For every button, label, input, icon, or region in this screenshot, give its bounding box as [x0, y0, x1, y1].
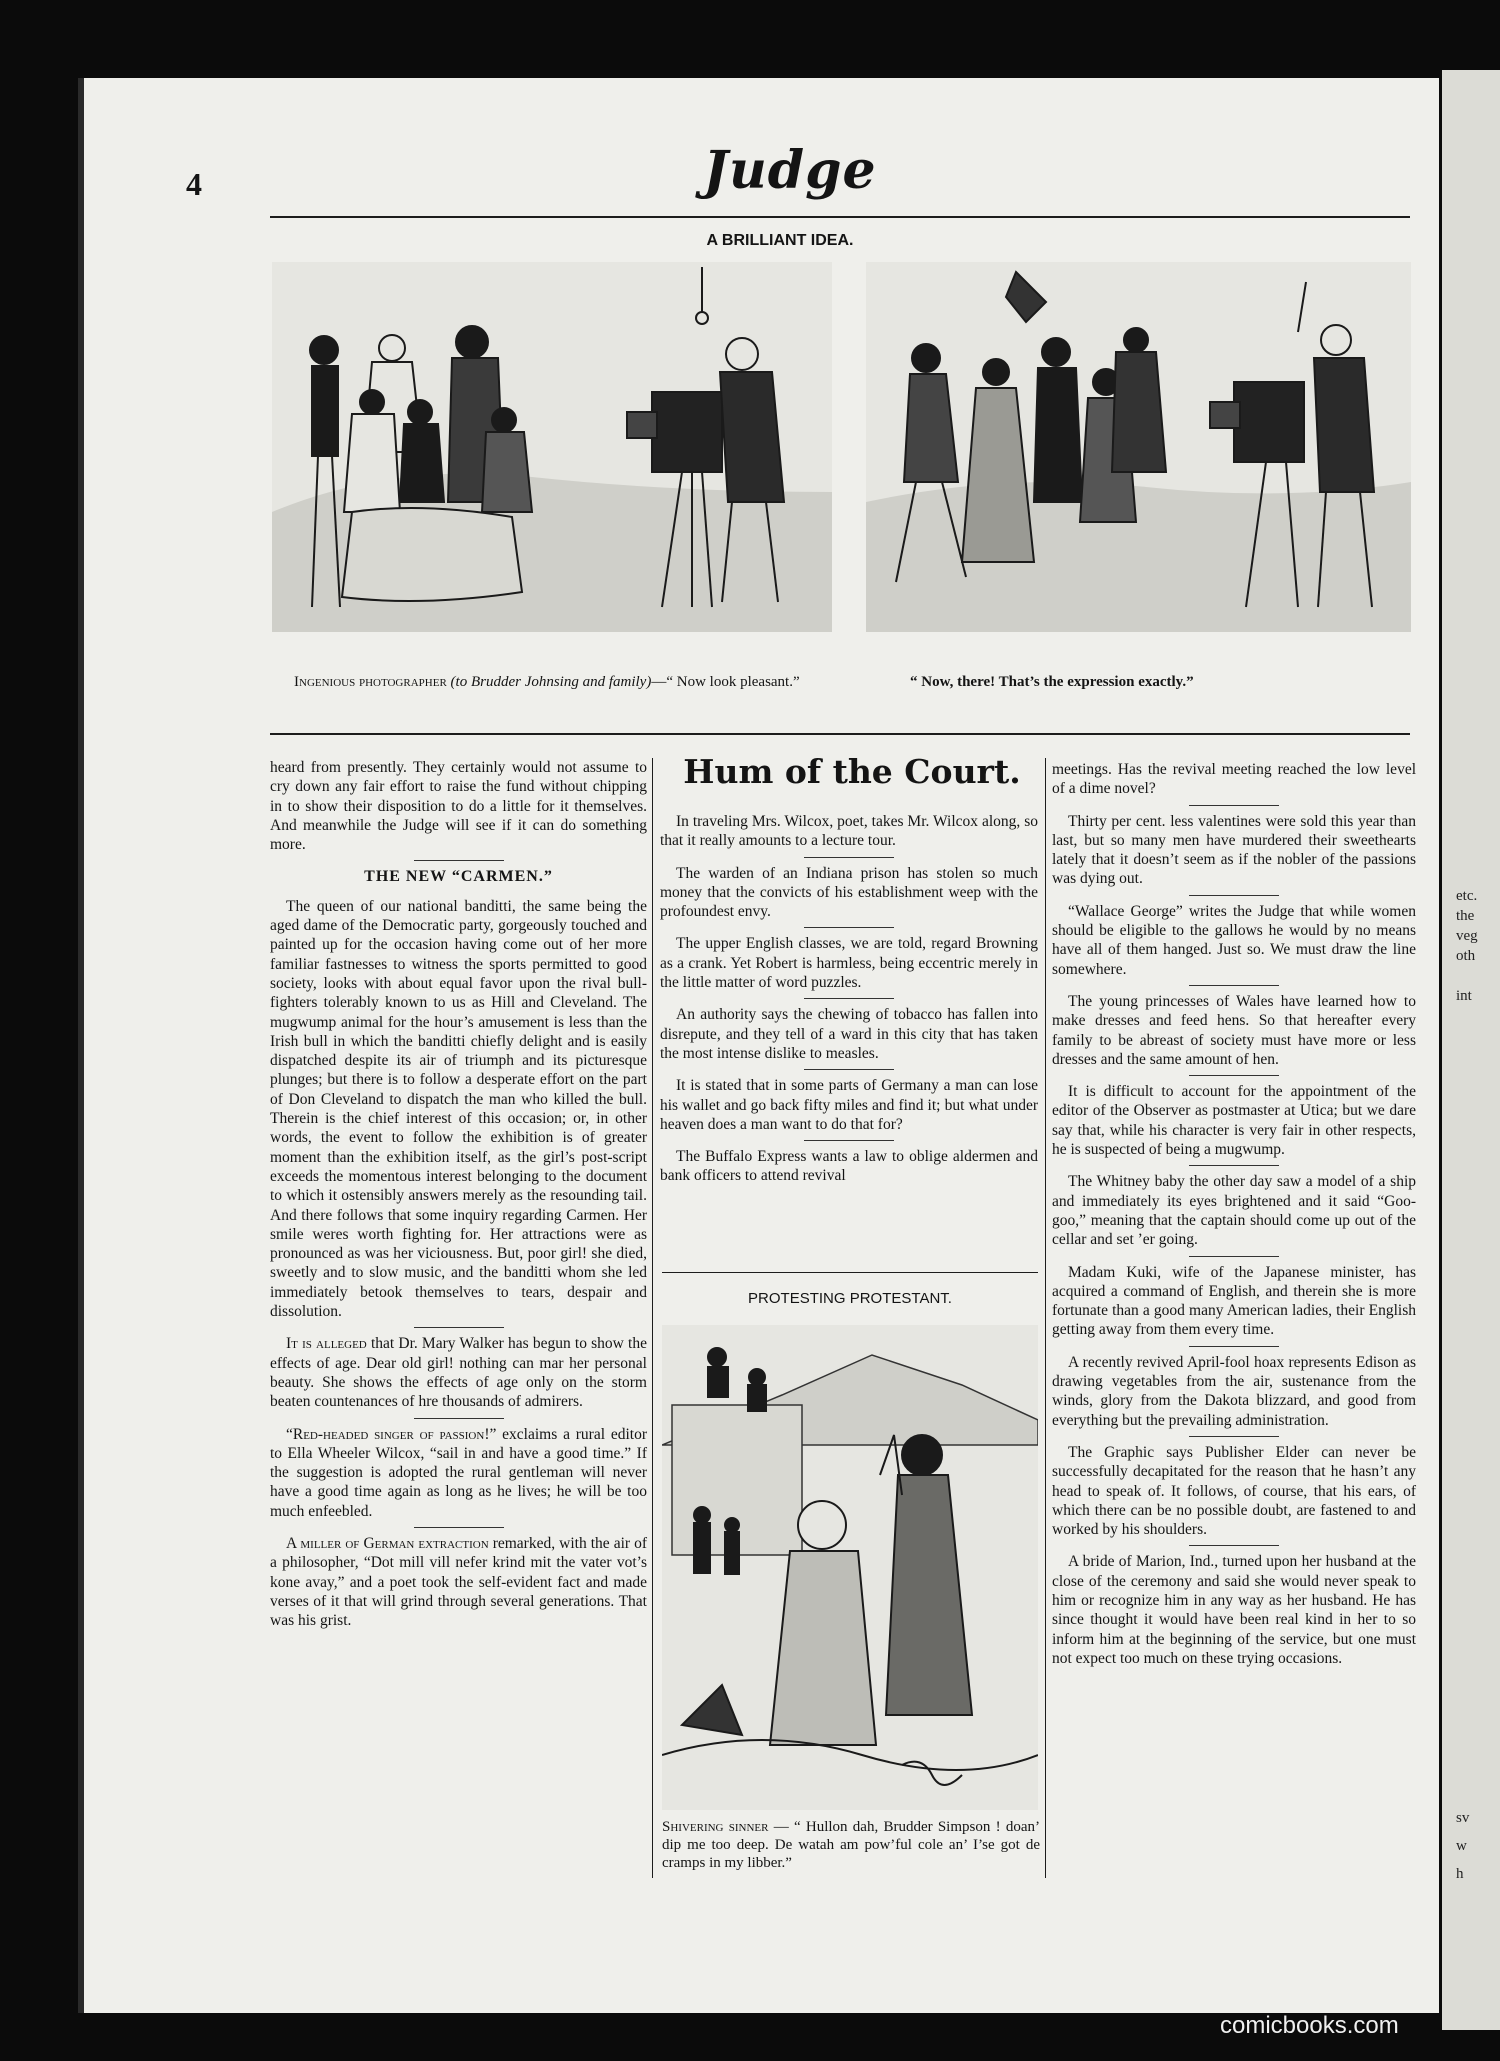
family-scatter-illustration: [866, 262, 1411, 632]
cartoon-caption-left: [294, 673, 828, 691]
paragraph-body: that Dr. Mary Walker has begun to show the effects of age. Dear old girl! nothing can mar her personal beauty. She shows the effects of age only on the storm beaten countenances of hre thousands of admirers.: [270, 1335, 647, 1411]
divider: [414, 1327, 504, 1328]
masthead-logo: Judge: [703, 140, 877, 201]
divider: [804, 1140, 894, 1141]
divider: [414, 860, 504, 861]
divider: [1189, 1075, 1279, 1076]
cartoon-caption-right: “ Now, there! That’s the expression exactly.”: [910, 674, 1194, 690]
cartoon-panel-right: [866, 262, 1411, 632]
page-number: 4: [186, 166, 202, 202]
court-item: Madam Kuki, wife of the Japanese minister, has acquired a command of English, and therein she is more fortunate than a good many American ladies, their English getting away from them every time.: [1052, 1263, 1416, 1339]
caption-stage-direction: (to Brudder Johnsing and family): [450, 674, 652, 690]
inset-cartoon-caption: [662, 1818, 1040, 1872]
adjacent-page-text: oth: [1456, 948, 1476, 964]
court-item: The Whitney baby the other day saw a model of a ship and immediately its eyes brightened and it said “Goo-goo,” meaning that the captain should come up out of the cellar and set ’er going.: [1052, 1173, 1416, 1249]
adjacent-page-text: w: [1456, 1838, 1467, 1854]
column-hum-of-court: [660, 812, 1038, 1192]
adjacent-page-text: sv: [1456, 1810, 1470, 1826]
caption-speaker: Shivering sinner: [662, 1819, 769, 1835]
inset-rule: [662, 1272, 1038, 1273]
baptism-illustration: [662, 1325, 1038, 1810]
divider: [1189, 1256, 1279, 1257]
divider: [1189, 805, 1279, 806]
inset-cartoon-title: PROTESTING PROTESTANT.: [748, 1290, 952, 1307]
adjacent-page-text: the: [1456, 908, 1475, 924]
adjacent-page-text: etc.: [1456, 888, 1478, 904]
adjacent-page-text: veg: [1456, 928, 1478, 944]
column-rule: [652, 758, 653, 1878]
paragraph-lead: A miller of German extraction: [286, 1534, 489, 1552]
paragraph-body: exclaims a rural editor to Ella Wheeler Wilcox, “sail in and have a good time.” If the suggestion is adopted the rural gentleman will never have a good time again as long as he lives; he will be too much enfeebled.: [270, 1425, 647, 1520]
article-heading: THE NEW “CARMEN.”: [364, 868, 553, 886]
divider: [804, 857, 894, 858]
column-editorial: [270, 758, 647, 1636]
adjacent-page-text: h: [1456, 1866, 1464, 1882]
court-item: It is difficult to account for the appointment of the editor of the Observer as postmaster at Utica; but we dare say that, while his character is very fair in other respects, he is suspected of being a mugwump.: [1052, 1083, 1416, 1159]
caption-dialogue: —“ Now look pleasant.”: [651, 674, 800, 690]
court-item: meetings. Has the revival meeting reached the low level of a dime novel?: [1052, 761, 1416, 798]
divider: [414, 1418, 504, 1419]
divider: [804, 927, 894, 928]
cartoon-title: A BRILLIANT IDEA.: [706, 232, 854, 249]
court-item: It is stated that in some parts of Germany a man can lose his wallet and go back fifty miles and find it; but what under heaven does a man want to do that for?: [660, 1077, 1038, 1133]
adjacent-page-text: int: [1456, 988, 1472, 1004]
court-item: The Graphic says Publisher Elder can never be successfully decapitated for the reason that he hasn’t any head to speak of. It follows, of course, that his ears, of which there can be no possible doubt, are fastened to and worked by his shoulders.: [1052, 1443, 1416, 1539]
court-item: The warden of an Indiana prison has stolen so much money that the convicts of his establishment weep with the profoundest envy.: [660, 864, 1038, 921]
adjacent-page-edge: [1442, 70, 1500, 2030]
court-item: The upper English classes, we are told, regard Browning as a crank. Yet Robert is harmless, being eccentric merely in the little matter of word puzzles.: [660, 935, 1038, 992]
court-item: Thirty per cent. less valentines were sold this year than last, but so many men have murdered their sweethearts lately that it doesn’t seem as if the nobler of the passions was dying out.: [1052, 812, 1416, 888]
court-item: In traveling Mrs. Wilcox, poet, takes Mr. Wilcox along, so that it really amounts to a lecture tour.: [660, 813, 1038, 850]
divider: [414, 1527, 504, 1528]
court-item: A bride of Marion, Ind., turned upon her husband at the close of the ceremony and said she would never speak to him or recognize him in any way as her husband. He has since thought it would have been real kind in her to so inform him at the beginning of the service, but one must not expect too much on these trying occasions.: [1052, 1553, 1416, 1667]
column-rule: [1045, 758, 1046, 1878]
caption-speaker: Ingenious photographer: [294, 674, 447, 690]
inset-cartoon-panel: [662, 1325, 1038, 1810]
column-heading: Hum of the Court.: [683, 752, 1021, 791]
editorial-paragraph: [270, 1425, 647, 1521]
court-item: An authority says the chewing of tobacco has fallen into disrepute, and they tell of a ward in this city that has taken the most intense dislike to measles.: [660, 1006, 1038, 1062]
divider: [804, 998, 894, 999]
divider: [1189, 1436, 1279, 1437]
divider: [1189, 1165, 1279, 1166]
family-photo-illustration: [272, 262, 832, 632]
editorial-paragraph: [270, 1534, 647, 1630]
editorial-paragraph: The queen of our national banditti, the same being the aged dame of the Democratic party, gorgeously touched and painted up for the occasion having come out of her more familiar fastnesses to witness the sports permitted to good society, looks with about equal favor upon the rival bull-fighters tolerably known to us as Hill and Cleveland. The mugwump animal for the hour’s amusement is less than the Irish bull in which the banditti chiefly delight and is easily dispatched despite its air of triumph and its picturesque plunges; but there is to follow a desperate effort on the part of Don Cleveland to dispatch the man who killed the bull. Therein is the chief interest of this occasion; or, in other words, the event to follow the exhibition is of greater moment than the exhibition itself, as the girl’s post-script exceeds the momentous interest belonging to the document to which it ostensibly answers merely as the resounding tail. And there follows that some inquiry regarding Carmen. Her smile weres worth fighting for. Her attractions were as pronounced as was her viciousness. But, poor girl! she died, sweetly and to slow music, and the banditti whom she led immediately betook themselves to tears, despair and dissolution.: [270, 897, 647, 1321]
divider: [1189, 1545, 1279, 1546]
section-rule: [270, 733, 1410, 735]
divider: [804, 1069, 894, 1070]
editorial-paragraph: heard from presently. They certainly would not assume to cry down any fair effort to raise the fund without chipping in to show their disposition to do a little for it themselves. And meanwhile the Judge will see if it can do something more.: [270, 759, 647, 854]
divider: [1189, 895, 1279, 896]
site-watermark: comicbooks.com: [1220, 2012, 1399, 2039]
divider: [1189, 985, 1279, 986]
court-item: A recently revived April-fool hoax represents Edison as drawing vegetables from the air, sustenance from the winds, glory from the Dakota blizzard, and good from everything but the prevailing administration.: [1052, 1353, 1416, 1429]
cartoon-panel-left: [272, 262, 832, 632]
editorial-paragraph: [270, 1334, 647, 1411]
court-item: “Wallace George” writes the Judge that while women should be eligible to the gallows he would by no means have all of them hanged. Just so. We must draw the line somewhere.: [1052, 902, 1416, 978]
column-hum-continued: [1052, 760, 1416, 1674]
header-rule: [270, 216, 1410, 218]
caption-dialogue: — “ Hullon dah, Brudder Simpson ! doan’ dip me too deep. De watah am pow’ful cole an’ I’se got de cramps in my libber.”: [662, 1819, 1040, 1871]
court-item: The young princesses of Wales have learned how to make dresses and feed hens. So that hereafter every family to be abreast of society must have more or less dresses and the same amount of hen.: [1052, 992, 1416, 1068]
paragraph-lead: “Red-headed singer of passion!”: [286, 1425, 497, 1443]
court-item: The Buffalo Express wants a law to oblige aldermen and bank officers to attend revival: [660, 1148, 1038, 1185]
paragraph-lead: It is alleged: [286, 1335, 367, 1353]
divider: [1189, 1346, 1279, 1347]
paragraph-body: remarked, with the air of a philosopher, “Dot mill vill nefer krind mit the vater vot’s kone avay,” and a poet took the self-evident fact and made verses of it that will grind through several generations. That was his grist.: [270, 1534, 647, 1630]
